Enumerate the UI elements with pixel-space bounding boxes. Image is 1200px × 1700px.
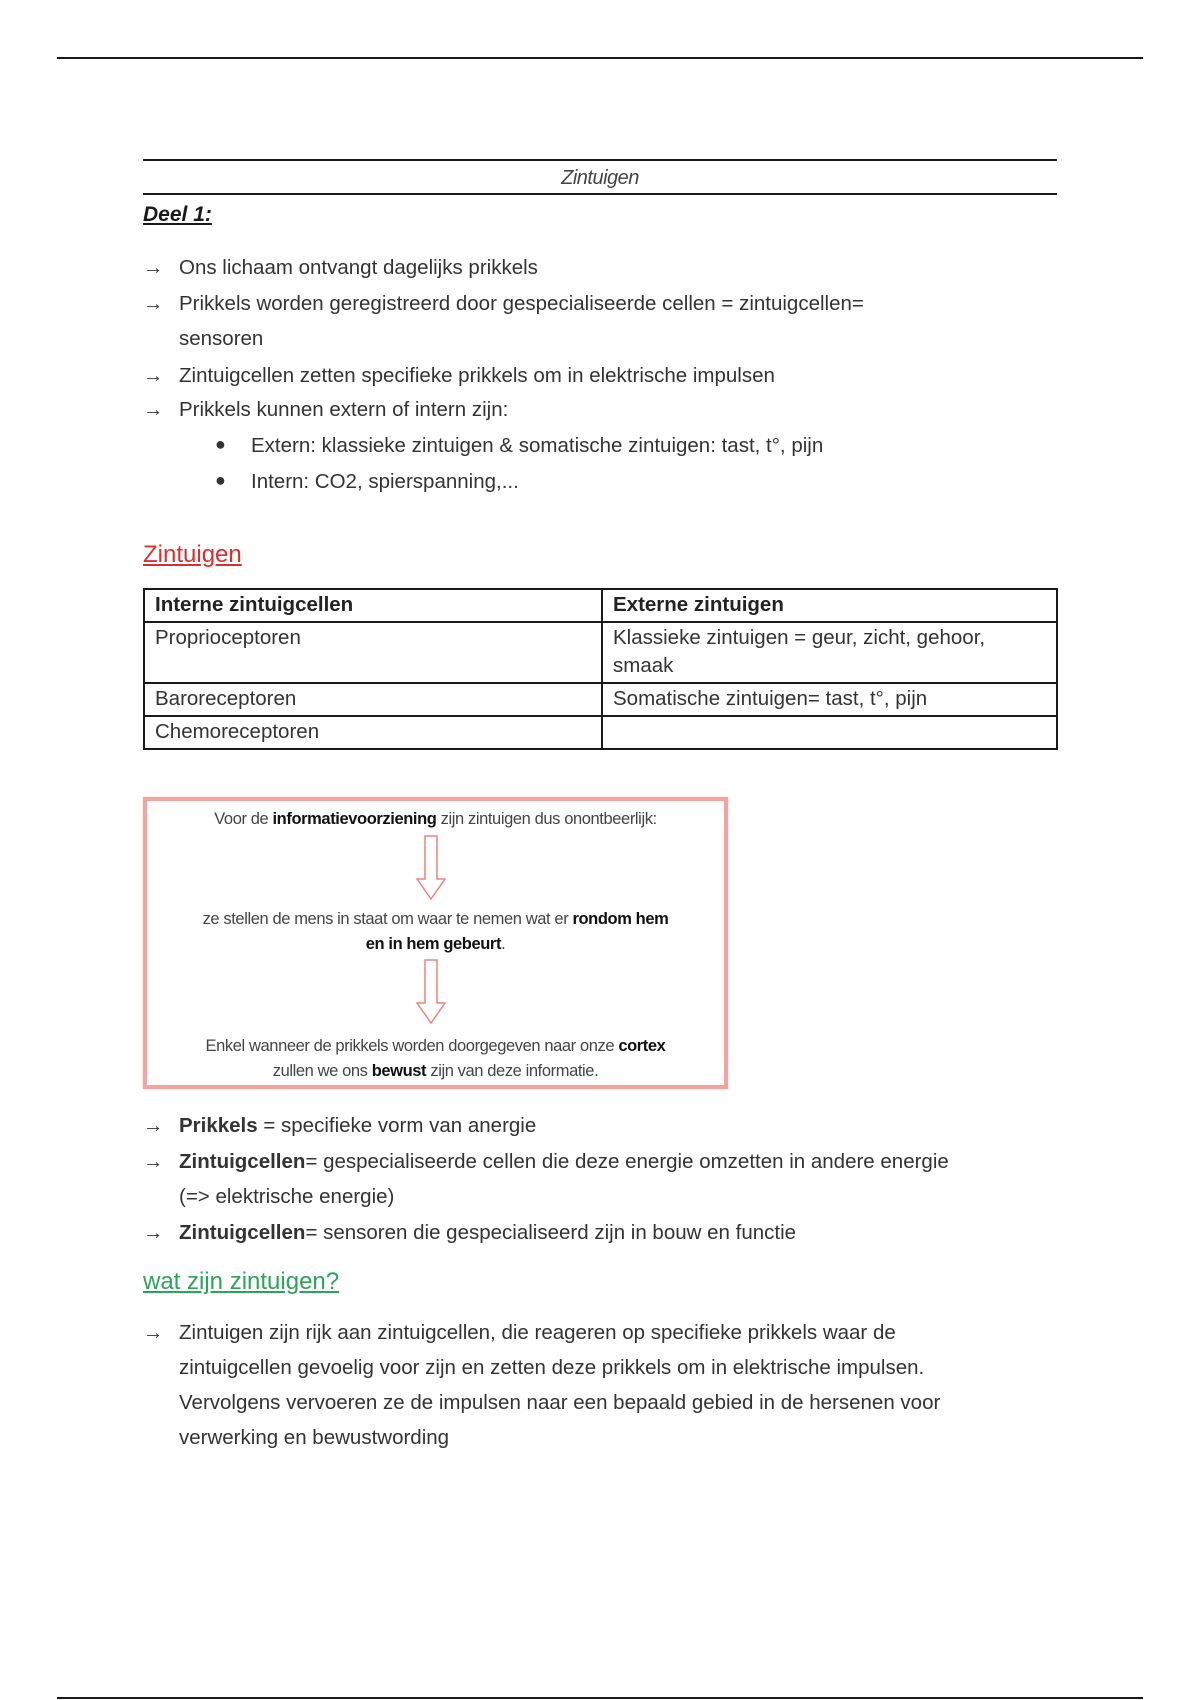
arrow-right-icon: → (143, 1150, 164, 1173)
definition-term: Zintuigcellen (179, 1150, 306, 1173)
final-point-line: Vervolgens vervoeren ze de impulsen naar een bepaald gebied in de hersenen voor (179, 1391, 941, 1414)
table-cell (602, 716, 1057, 749)
down-arrow-icon (415, 835, 447, 901)
heading-wat-zijn-zintuigen: wat zijn zintuigen? (143, 1268, 340, 1295)
bullet-dot-icon: ● (215, 434, 226, 454)
page-bottom-rule (57, 1697, 1143, 1699)
table-row (144, 683, 1057, 716)
table-cell: Proprioceptoren (144, 622, 602, 683)
info-box (143, 797, 728, 1089)
section-label: Deel 1: (143, 203, 212, 226)
senses-table (143, 588, 1058, 750)
table-header-row (144, 589, 1057, 622)
down-arrow-icon (415, 959, 447, 1025)
arrow-right-icon: → (143, 1114, 164, 1137)
bullet-dot-icon: ● (215, 470, 226, 490)
info-line-2: ze stellen de mens in staat om waar te nemen wat er rondom hem en in hem gebeurt. (202, 910, 669, 953)
page-top-rule (57, 57, 1143, 59)
arrow-right-icon: → (143, 1321, 164, 1344)
definition-term: Zintuigcellen (179, 1221, 306, 1244)
table-header: Interne zintuigcellen (144, 589, 602, 622)
arrow-right-icon: → (143, 1221, 164, 1244)
table-cell: Somatische zintuigen= tast, t°, pijn (602, 683, 1057, 716)
info-line-3: Enkel wanneer de prikkels worden doorgegeven naar onze cortex zullen we ons bewust zijn van deze informatie. (205, 1037, 666, 1080)
table-cell: Chemoreceptoren (144, 716, 602, 749)
table-row (144, 622, 1057, 683)
arrow-right-icon: → (143, 398, 164, 421)
table-cell: Baroreceptoren (144, 683, 602, 716)
final-point-line: zintuigcellen gevoelig voor zijn en zetten deze prikkels om in elektrische impulsen. (179, 1356, 925, 1379)
heading-zintuigen: Zintuigen (143, 541, 242, 568)
table-header: Externe zintuigen (602, 589, 1057, 622)
arrow-right-icon: → (143, 364, 164, 387)
table-cell: Klassieke zintuigen = geur, zicht, gehoor, smaak (602, 622, 1057, 683)
final-point-line: verwerking en bewustwording (179, 1426, 450, 1449)
arrow-right-icon: → (143, 256, 164, 279)
arrow-right-icon: → (143, 292, 164, 315)
document-header (143, 159, 1057, 195)
definition-term: Prikkels (179, 1114, 258, 1137)
info-line-1: Voor de informatievoorziening zijn zintuigen dus onontbeerlijk: (214, 810, 657, 828)
table-row (144, 716, 1057, 749)
header-title: Zintuigen (561, 167, 639, 189)
